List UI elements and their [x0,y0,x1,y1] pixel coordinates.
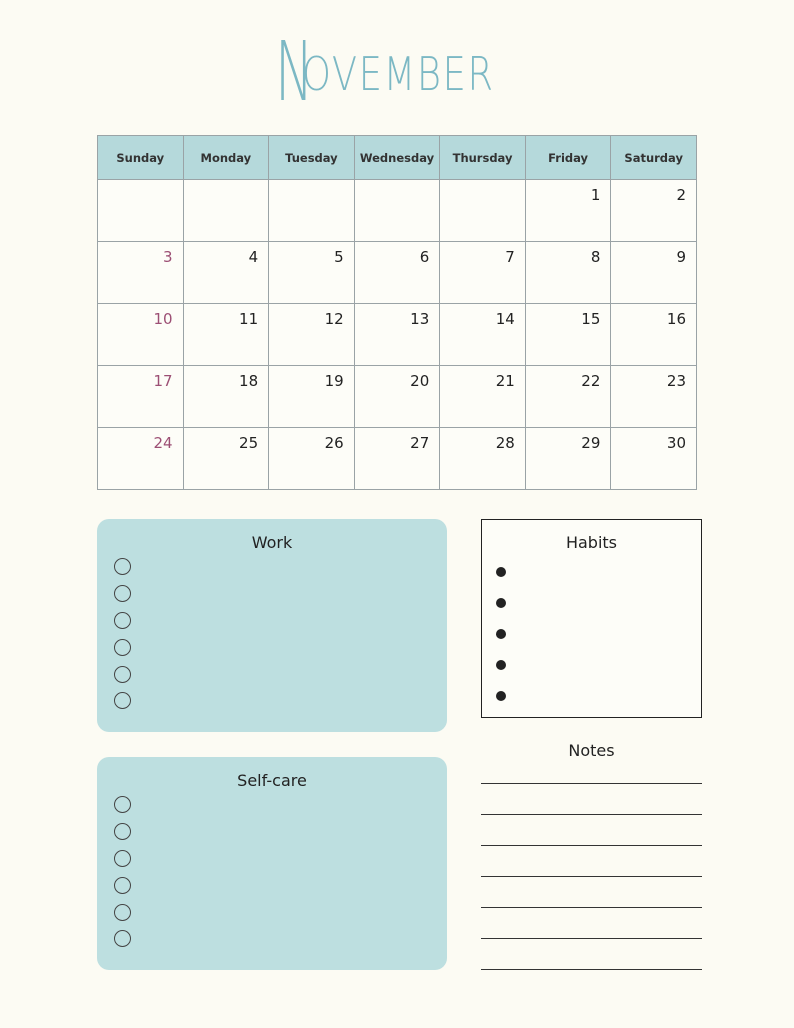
day-cell[interactable]: 10 [98,304,184,366]
work-item [114,661,131,688]
day-cell[interactable]: 14 [440,304,526,366]
checkbox-circle-icon[interactable] [114,585,131,602]
weekday-header: Friday [525,136,611,180]
habit-item [496,680,506,711]
checkbox-circle-icon[interactable] [114,823,131,840]
selfcare-item [114,845,131,872]
selfcare-card [97,757,447,970]
note-line[interactable] [481,845,702,876]
day-cell[interactable]: 9 [611,242,697,304]
work-checklist [114,553,131,714]
checkbox-circle-icon[interactable] [114,796,131,813]
weekday-header: Saturday [611,136,697,180]
bullet-icon [496,598,506,608]
week-row [98,428,697,490]
day-cell[interactable]: 28 [440,428,526,490]
checkbox-circle-icon[interactable] [114,877,131,894]
week-row [98,180,697,242]
day-cell[interactable] [183,180,269,242]
checkbox-circle-icon[interactable] [114,930,131,947]
work-title: Work [251,533,293,552]
habits-box [481,519,702,718]
note-line[interactable] [481,783,702,814]
day-cell[interactable] [440,180,526,242]
day-cell[interactable]: 17 [98,366,184,428]
bullet-icon [496,691,506,701]
day-cell[interactable]: 26 [269,428,355,490]
day-cell[interactable] [354,180,440,242]
bullet-icon [496,629,506,639]
week-row [98,304,697,366]
day-cell[interactable]: 3 [98,242,184,304]
day-cell[interactable]: 6 [354,242,440,304]
habit-item [496,587,506,618]
day-cell[interactable]: 23 [611,366,697,428]
day-cell[interactable]: 19 [269,366,355,428]
selfcare-item [114,925,131,952]
selfcare-title: Self-care [237,771,307,790]
checkbox-circle-icon[interactable] [114,666,131,683]
selfcare-checklist [114,791,131,952]
day-cell[interactable]: 8 [525,242,611,304]
day-cell[interactable] [269,180,355,242]
day-cell[interactable]: 2 [611,180,697,242]
bullet-icon [496,567,506,577]
note-line[interactable] [481,969,702,1000]
weekday-header-row [98,136,697,180]
day-cell[interactable]: 13 [354,304,440,366]
note-line[interactable] [481,938,702,969]
weekday-header: Tuesday [269,136,355,180]
habit-item [496,649,506,680]
title-initial: N [275,25,315,120]
day-cell[interactable]: 4 [183,242,269,304]
day-cell[interactable]: 15 [525,304,611,366]
day-cell[interactable]: 25 [183,428,269,490]
checkbox-circle-icon[interactable] [114,558,131,575]
work-item [114,687,131,714]
day-cell[interactable]: 30 [611,428,697,490]
note-line[interactable] [481,876,702,907]
checkbox-circle-icon[interactable] [114,639,131,656]
habit-item [496,618,506,649]
weekday-header: Wednesday [354,136,440,180]
day-cell[interactable]: 18 [183,366,269,428]
day-cell[interactable]: 27 [354,428,440,490]
habits-title: Habits [565,533,618,552]
checkbox-circle-icon[interactable] [114,612,131,629]
checkbox-circle-icon[interactable] [114,904,131,921]
selfcare-item [114,791,131,818]
day-cell[interactable]: 16 [611,304,697,366]
page-title [0,25,794,120]
day-cell[interactable]: 24 [98,428,184,490]
note-line[interactable] [481,907,702,938]
work-item [114,607,131,634]
work-card [97,519,447,732]
weekday-header: Sunday [98,136,184,180]
selfcare-item [114,872,131,899]
calendar-grid [97,135,697,490]
work-item [114,580,131,607]
day-cell[interactable]: 21 [440,366,526,428]
bullet-icon [496,660,506,670]
checkbox-circle-icon[interactable] [114,692,131,709]
work-item [114,634,131,661]
day-cell[interactable]: 22 [525,366,611,428]
habit-item [496,556,506,587]
day-cell[interactable]: 7 [440,242,526,304]
checkbox-circle-icon[interactable] [114,850,131,867]
note-line[interactable] [481,814,702,845]
title-rest: OVEMBER [302,47,495,101]
notes-title: Notes [568,741,615,760]
week-row [98,366,697,428]
day-cell[interactable]: 12 [269,304,355,366]
day-cell[interactable]: 5 [269,242,355,304]
day-cell[interactable]: 11 [183,304,269,366]
day-cell[interactable] [98,180,184,242]
week-row [98,242,697,304]
weekday-header: Monday [183,136,269,180]
notes-lines[interactable] [481,783,702,1000]
day-cell[interactable]: 1 [525,180,611,242]
day-cell[interactable]: 29 [525,428,611,490]
selfcare-item [114,818,131,845]
selfcare-item [114,899,131,926]
weekday-header: Thursday [440,136,526,180]
day-cell[interactable]: 20 [354,366,440,428]
habits-list [496,556,506,711]
work-item [114,553,131,580]
